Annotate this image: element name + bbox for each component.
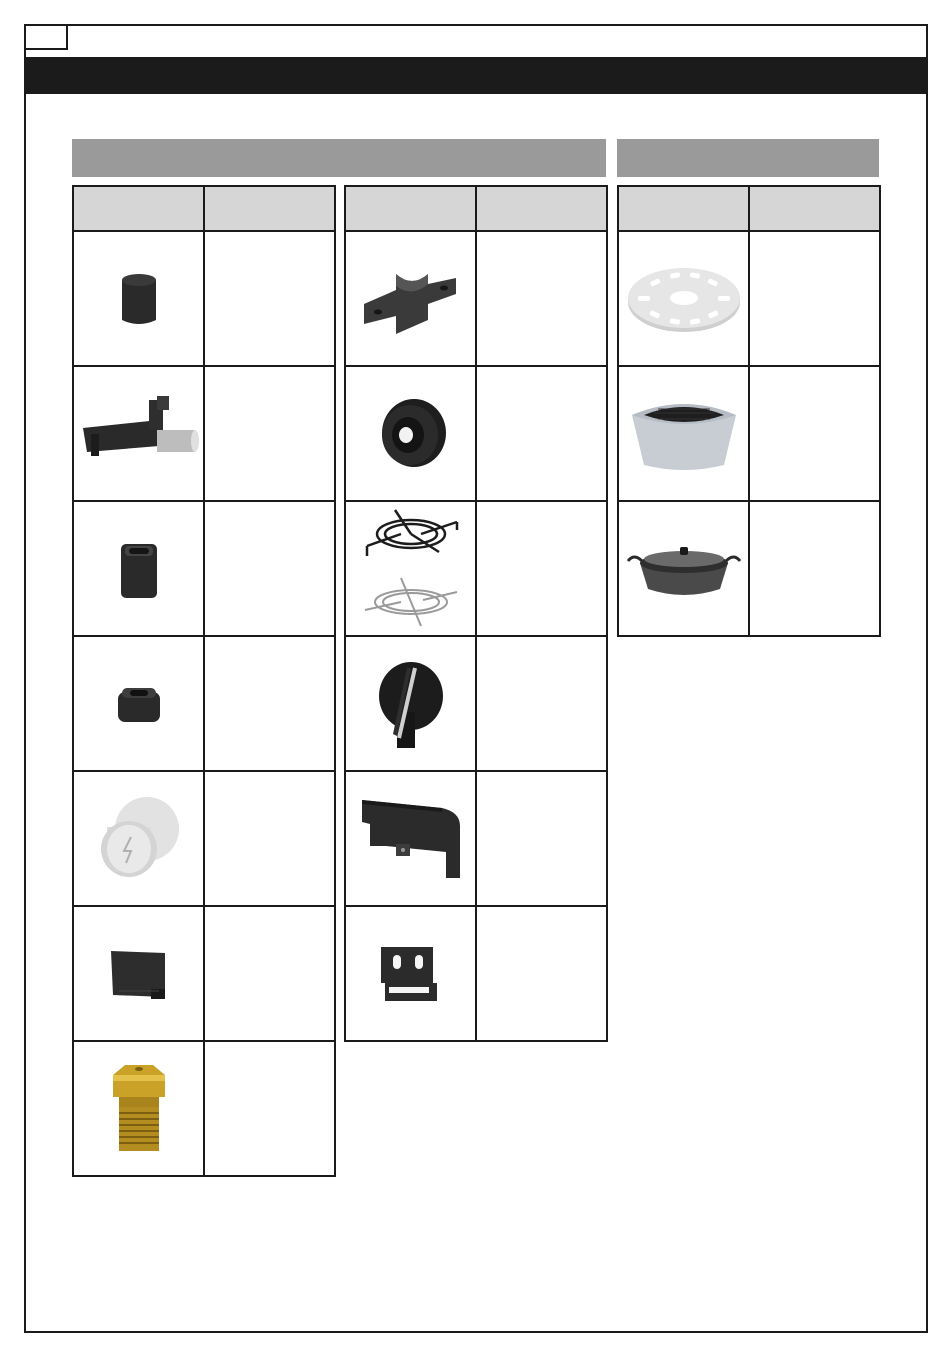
part-image xyxy=(618,501,749,636)
table-row xyxy=(345,501,607,636)
table-row xyxy=(618,231,880,366)
column-header-description xyxy=(204,186,335,231)
part-description xyxy=(204,231,335,366)
part-description xyxy=(204,366,335,501)
part-image xyxy=(73,771,204,906)
table-row xyxy=(73,1041,335,1176)
pan-support-grates-icon xyxy=(361,506,461,631)
flame-spreader-disc-icon xyxy=(624,254,744,344)
part-description xyxy=(204,636,335,771)
part-image xyxy=(618,231,749,366)
part-image xyxy=(345,231,476,366)
column-header-image xyxy=(73,186,204,231)
cylinder-sleeve-icon xyxy=(104,264,174,334)
table-row xyxy=(73,636,335,771)
accessories-table xyxy=(617,185,881,637)
table-row xyxy=(73,231,335,366)
column-header-image xyxy=(618,186,749,231)
grill-pan-icon xyxy=(624,389,744,479)
page-number xyxy=(24,24,68,50)
part-description xyxy=(749,366,880,501)
paella-pan-icon xyxy=(624,529,744,609)
table-row xyxy=(345,636,607,771)
control-knob-icon xyxy=(371,654,451,754)
part-description xyxy=(749,231,880,366)
mounting-plate-icon xyxy=(371,939,451,1009)
part-description xyxy=(204,771,335,906)
part-image xyxy=(73,636,204,771)
part-description xyxy=(476,366,607,501)
table-row xyxy=(73,771,335,906)
section-header-accessories xyxy=(617,139,879,177)
saddle-clamp-icon xyxy=(356,254,466,344)
injector-bracket-icon xyxy=(79,394,199,474)
part-image xyxy=(73,906,204,1041)
page-title xyxy=(25,57,927,94)
table-row xyxy=(73,366,335,501)
part-image xyxy=(345,636,476,771)
column-header-description xyxy=(476,186,607,231)
part-description xyxy=(204,906,335,1041)
ignition-button-icon xyxy=(89,789,189,889)
column-header-image xyxy=(345,186,476,231)
section-header-spare-parts xyxy=(72,139,606,177)
table-row xyxy=(618,501,880,636)
part-description xyxy=(476,771,607,906)
rubber-grommet-icon xyxy=(366,389,456,479)
parts-table-2 xyxy=(344,185,608,1042)
table-row xyxy=(345,906,607,1041)
table-row xyxy=(345,366,607,501)
table-row xyxy=(345,771,607,906)
part-image xyxy=(73,231,204,366)
part-description xyxy=(204,1041,335,1176)
end-cap-icon xyxy=(99,939,179,1009)
part-description xyxy=(476,906,607,1041)
parts-table-1 xyxy=(72,185,336,1177)
part-description xyxy=(204,501,335,636)
part-image xyxy=(345,501,476,636)
table-row xyxy=(345,231,607,366)
part-image xyxy=(73,501,204,636)
table-row xyxy=(618,366,880,501)
rectangular-sleeve-icon xyxy=(109,534,169,604)
table-row xyxy=(73,501,335,636)
part-description xyxy=(749,501,880,636)
table-row xyxy=(73,906,335,1041)
part-description xyxy=(476,231,607,366)
part-image xyxy=(345,771,476,906)
part-image xyxy=(345,366,476,501)
brass-nozzle-icon xyxy=(99,1059,179,1159)
part-image xyxy=(345,906,476,1041)
column-header-description xyxy=(749,186,880,231)
part-image xyxy=(618,366,749,501)
rectangular-grommet-icon xyxy=(104,674,174,734)
part-description xyxy=(476,501,607,636)
part-image xyxy=(73,366,204,501)
part-description xyxy=(476,636,607,771)
part-image xyxy=(73,1041,204,1176)
bracket-plate-icon xyxy=(356,794,466,884)
